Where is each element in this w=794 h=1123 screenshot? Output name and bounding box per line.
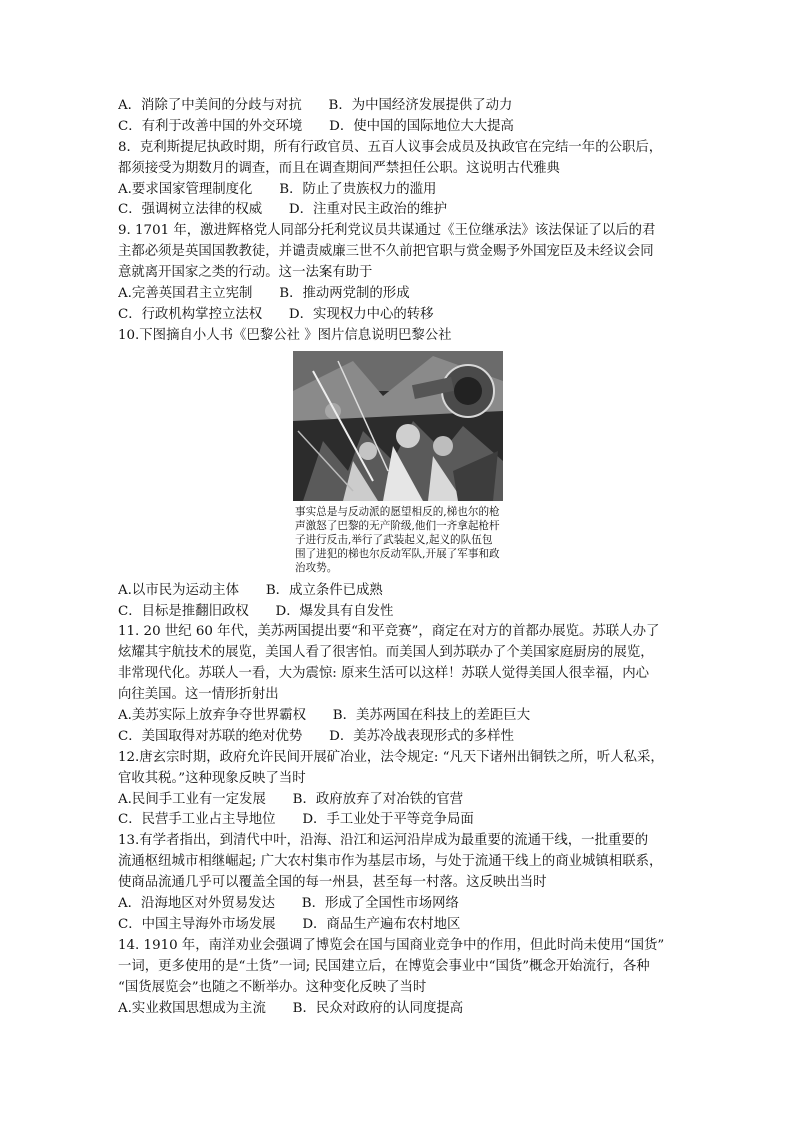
text-line-q14-l1: 14. 1910 年，南洋劝业会强调了博览会在国与国商业竞争中的作用，但此时尚未使用“国货” [118,937,665,953]
text-line-q9-opts-2: C．行政机构掌控立法权 D．实现权力中心的转移 [118,306,434,322]
text-line-q12-opts-1: A.民间手工业有一定发展 B．政府放弃了对冶铁的官营 [118,791,464,807]
figure-caption: 事实总是与反动派的愿望相反的,梯也尔的枪声激怒了巴黎的无产阶级,他们一齐拿起枪杆子进行反击,举行了武装起义,起义的队伍包围了进犯的梯也尔反动军队,开展了军事和政治攻势。 [295,505,500,574]
question-block-lower [118,581,678,1020]
text-line-q13-l1: 13.有学者指出，到清代中叶，沿海、沿江和运河沿岸成为最重要的流通干线，一批重要的 [118,833,649,849]
text-line-q11-opts-1: A.美苏实际上放弃争夺世界霸权 B．美苏两国在科技上的差距巨大 [118,708,531,724]
text-line-q8-l1: 8．克利斯提尼执政时期，所有行政官员、五百人议事会成员及执政官在完结一年的公职后， [118,139,663,155]
text-line-q7-opts-1: A．消除了中美间的分歧与对抗 B．为中国经济发展提供了动力 [118,98,513,113]
text-line-q11-l4: 向往美国。这一情形折射出 [118,687,279,703]
text-line-q12-opts-2: C．民营手工业占主导地位 D．手工业处于平等竞争局面 [118,812,474,828]
text-line-q11-opts-2: C．美国取得对苏联的绝对优势 D．美苏冷战表现形式的多样性 [118,728,514,744]
text-line-q11-l1: 11. 20 世纪 60 年代，美苏两国提出要“和平竞赛”，商定在对方的首都办展览。苏联人办了 [118,624,660,640]
text-line-q14-opts-1: A.实业救国思想成为主流 B．民众对政府的认同度提高 [118,1000,464,1016]
text-line-q11-l3: 非常现代化。苏联人一看，大为震惊: 原来生活可以这样！苏联人觉得美国人很幸福，内心 [118,666,649,682]
paris-commune-illustration-icon [293,351,503,501]
text-line-q10-opts-1: A.以市民为运动主体 B．成立条件已成熟 [118,582,383,598]
text-line-q9-l1: 9. 1701 年，激进辉格党人同部分托利党议员共谋通过《王位继承法》该法保证了以后的君 [118,223,656,239]
question-block-upper [118,96,678,347]
text-line-q14-l3: “国货展览会”也随之不断举办。这种变化反映了当时 [118,979,427,995]
text-line-q13-opts-2: C．中国主导海外市场发展 D．商品生产遍布农村地区 [118,916,461,932]
text-line-q8-l2: 都须接受为期数月的调查，而且在调查期间严禁担任公职。这说明古代雅典 [118,160,560,176]
text-line-q11-l2: 炫耀其宇航技术的展览，美国人看了很害怕。而美国人到苏联办了个美国家庭厨房的展览， [118,645,654,661]
text-line-q10-l1: 10.下图摘自小人书《巴黎公社 》图片信息说明巴黎公社 [118,327,452,343]
text-line-q14-l2: 一词，更多使用的是“土货”一词; 民国建立后，在博览会事业中“国货”概念开始流行，各种 [118,958,650,974]
text-line-q9-l3: 意就离开国家之类的行动。这一法案有助于 [118,265,373,281]
text-line-q9-opts-1: A.完善英国君主立宪制 B．推动两党制的形成 [118,286,410,302]
text-line-q8-opts-2: C．强调树立法律的权威 D．注重对民主政治的维护 [118,202,447,218]
text-line-q7-opts-2: C．有利于改善中国的外交环境 D．使中国的国际地位大大提高 [118,118,514,134]
paris-commune-figure [293,351,503,575]
text-line-q8-opts-1: A.要求国家管理制度化 B．防止了贵族权力的滥用 [118,181,437,197]
text-line-q13-l3: 使商品流通几乎可以覆盖全国的每一州县，甚至每一村落。这反映出当时 [118,875,547,891]
text-line-q13-opts-1: A．沿海地区对外贸易发达 B．形成了全国性市场网络 [118,896,459,912]
text-line-q12-l1: 12.唐玄宗时期，政府允许民间开展矿冶业，法令规定: “凡天下诸州出铜铁之所，听人私采， [118,749,664,765]
text-line-q12-l2: 官收其税。”这种现象反映了当时 [118,770,306,786]
text-line-q10-opts-2: C．目标是推翻旧政权 D．爆发具有自发性 [118,603,394,619]
illustration-image [293,351,503,501]
text-line-q9-l2: 主都必须是英国国教教徒，并谴责威廉三世不久前把官职与赏金赐予外国宠臣及未经议会同 [118,244,654,260]
text-line-q13-l2: 流通枢纽城市相继崛起; 广大农村集市作为基层市场，与处于流通干线上的商业城镇相联系， [118,854,663,870]
exam-page [118,96,678,1019]
